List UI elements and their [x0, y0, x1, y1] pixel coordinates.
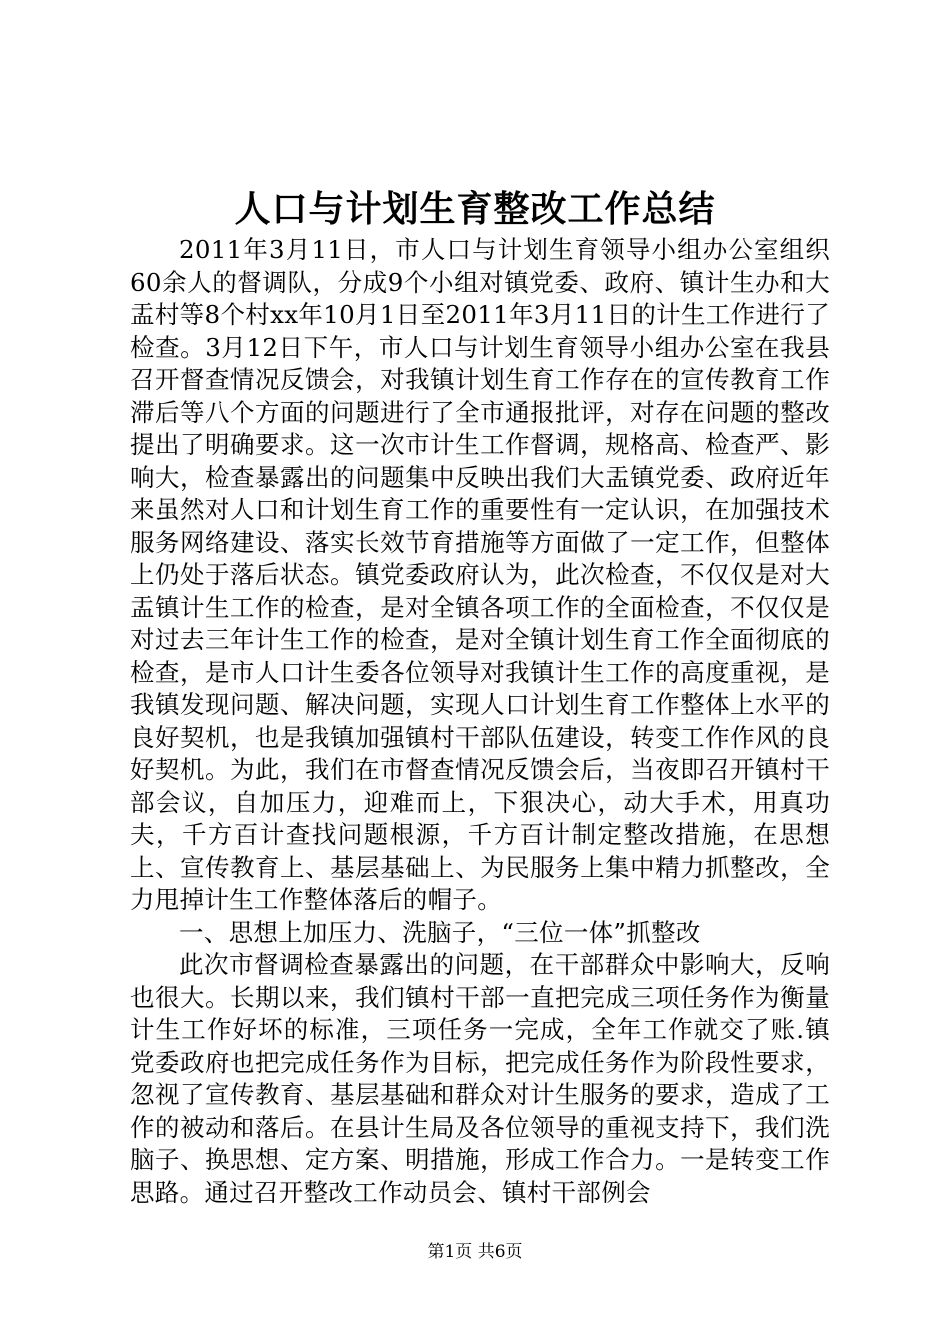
document-body — [130, 234, 830, 1209]
document-title: 人口与计划生育整改工作总结 — [234, 188, 716, 230]
paragraph-section-1: 此次市督调检查暴露出的问题，在干部群众中影响大，反响也很大。长期以来，我们镇村干部一直把完成三项任务作为衡量计生工作好坏的标准，三项任务一完成，全年工作就交了账.镇党委政府也把完成任务作为目标，把完成任务作为阶段性要求，忽视了宣传教育、基层基础和群众对计生服务的要求，造成了工作的被动和落后。在县计生局及各位领导的重视支持下，我们洗脑子、换思想、定方案、明措施，形成工作合力。一是转变工作思路。通过召开整改工作动员会、镇村干部例会 — [130, 950, 830, 1207]
page-footer: 第1页 共6页 — [427, 1242, 523, 1262]
section-heading-1: 一、思想上加压力、洗脑子，“三位一体”抓整改 — [179, 917, 701, 947]
paragraph-intro: 2011年3月11日，市人口与计划生育领导小组办公室组织60余人的督调队，分成9个小组对镇党委、政府、镇计生办和大盂村等8个村xx年10月1日至2011年3月11日的计生工作进行了检查。3月12日下午，市人口与计划生育领导小组办公室在我县召开督查情况反馈会，对我镇计划生育工作存在的宣传教育工作滞后等八个方面的问题进行了全市通报批评，对存在问题的整改提出了明确要求。这一次市计生工作督调，规格高、检查严、影响大，检查暴露出的问题集中反映出我们大盂镇党委、政府近年来虽然对人口和计划生育工作的重要性有一定认识，在加强技术服务网络建设、落实长效节育措施等方面做了一定工作，但整体上仍处于落后状态。镇党委政府认为，此次检查，不仅仅是对大盂镇计生工作的检查，是对全镇各项工作的全面检查，不仅仅是对过去三年计生工作的检查，是对全镇计划生育工作全面彻底的检查，是市人口计生委各位领导对我镇计生工作的高度重视，是我镇发现问题、解决问题，实现人口计划生育工作整体上水平的良好契机，也是我镇加强镇村干部队伍建设，转变工作作风的良好契机。为此，我们在市督查情况反馈会后，当夜即召开镇村干部会议，自加压力，迎难而上，下狠决心，动大手术，用真功夫，千方百计查找问题根源，千方百计制定整改措施，在思想上、宣传教育上、基层基础上、为民服务上集中精力抓整改，全力甩掉计生工作整体落后的帽子。 — [130, 235, 830, 914]
